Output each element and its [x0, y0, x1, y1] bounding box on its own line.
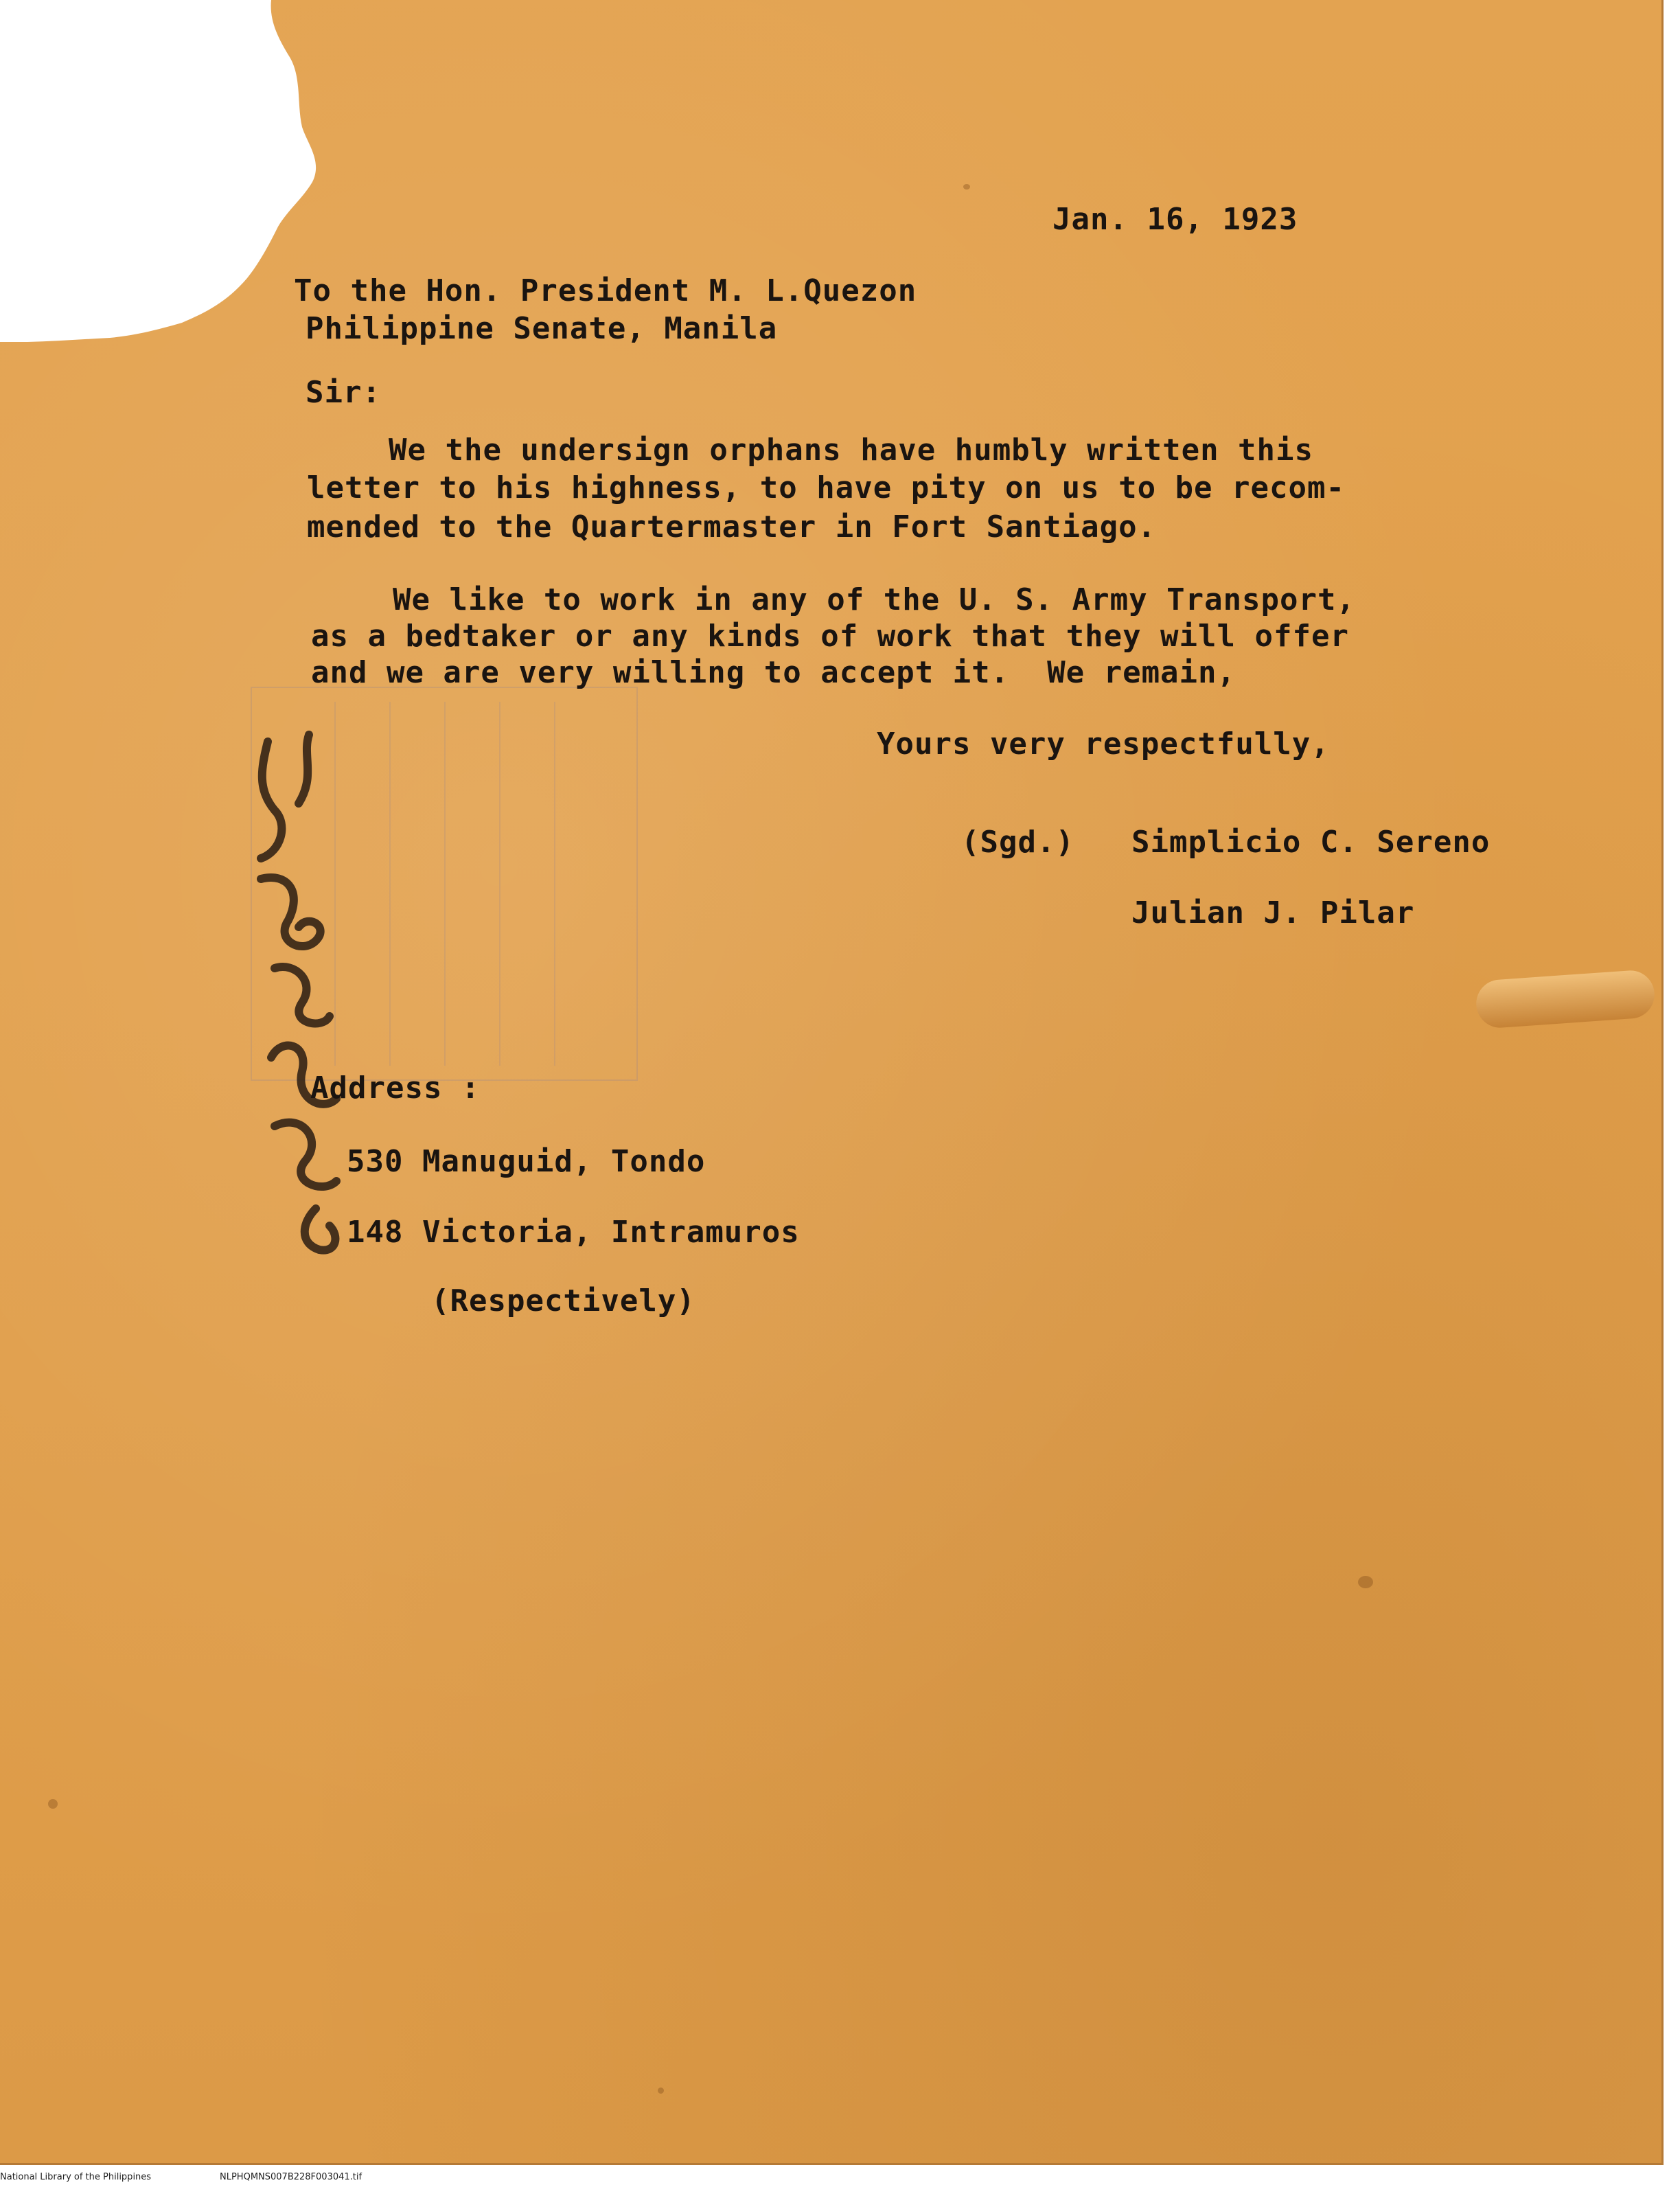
paragraph-1-line-2: letter to his highness, to have pity on us to be recom-: [307, 470, 1345, 505]
address-note: (Respectively): [431, 1283, 695, 1318]
paragraph-2-line-3: and we are very willing to accept it. We remain,: [311, 655, 1236, 690]
recipient-line-2: Philippine Senate, Manila: [306, 311, 778, 346]
letter-date: Jan. 16, 1923: [1052, 202, 1298, 237]
scan-footer: [0, 2170, 1680, 2185]
ink-spot: [658, 2087, 664, 2094]
footer-filename: NLPHQMNS007B228F003041.tif: [220, 2172, 363, 2182]
handwritten-signature: [233, 714, 384, 1263]
address-line-2: 148 Victoria, Intramuros: [347, 1215, 800, 1250]
ink-spot: [963, 184, 970, 190]
salutation: Sir:: [306, 375, 381, 410]
paragraph-1-line-1: We the undersign orphans have humbly written this: [389, 433, 1314, 468]
paragraph-1-line-3: mended to the Quartermaster in Fort Santiago.: [307, 510, 1157, 545]
paragraph-2-line-2: as a bedtaker or any kinds of work that they will offer: [311, 619, 1349, 654]
recipient-line-1: To the Hon. President M. L.Quezon: [294, 273, 917, 308]
paragraph-2-line-1: We like to work in any of the U. S. Army Transport,: [393, 582, 1356, 617]
signatory-name-1: Simplicio C. Sereno: [1131, 825, 1491, 860]
ink-spot: [1358, 1576, 1373, 1588]
signatory-name-2: Julian J. Pilar: [1131, 895, 1415, 930]
paper-fold: [1475, 969, 1656, 1029]
footer-institution: National Library of the Philippines: [0, 2172, 152, 2182]
ink-spot: [48, 1799, 58, 1809]
address-line-1: 530 Manuguid, Tondo: [347, 1144, 706, 1179]
address-label: Address :: [310, 1071, 481, 1106]
closing: Yours very respectfully,: [877, 727, 1330, 762]
sgd-label: (Sgd.): [961, 825, 1074, 860]
